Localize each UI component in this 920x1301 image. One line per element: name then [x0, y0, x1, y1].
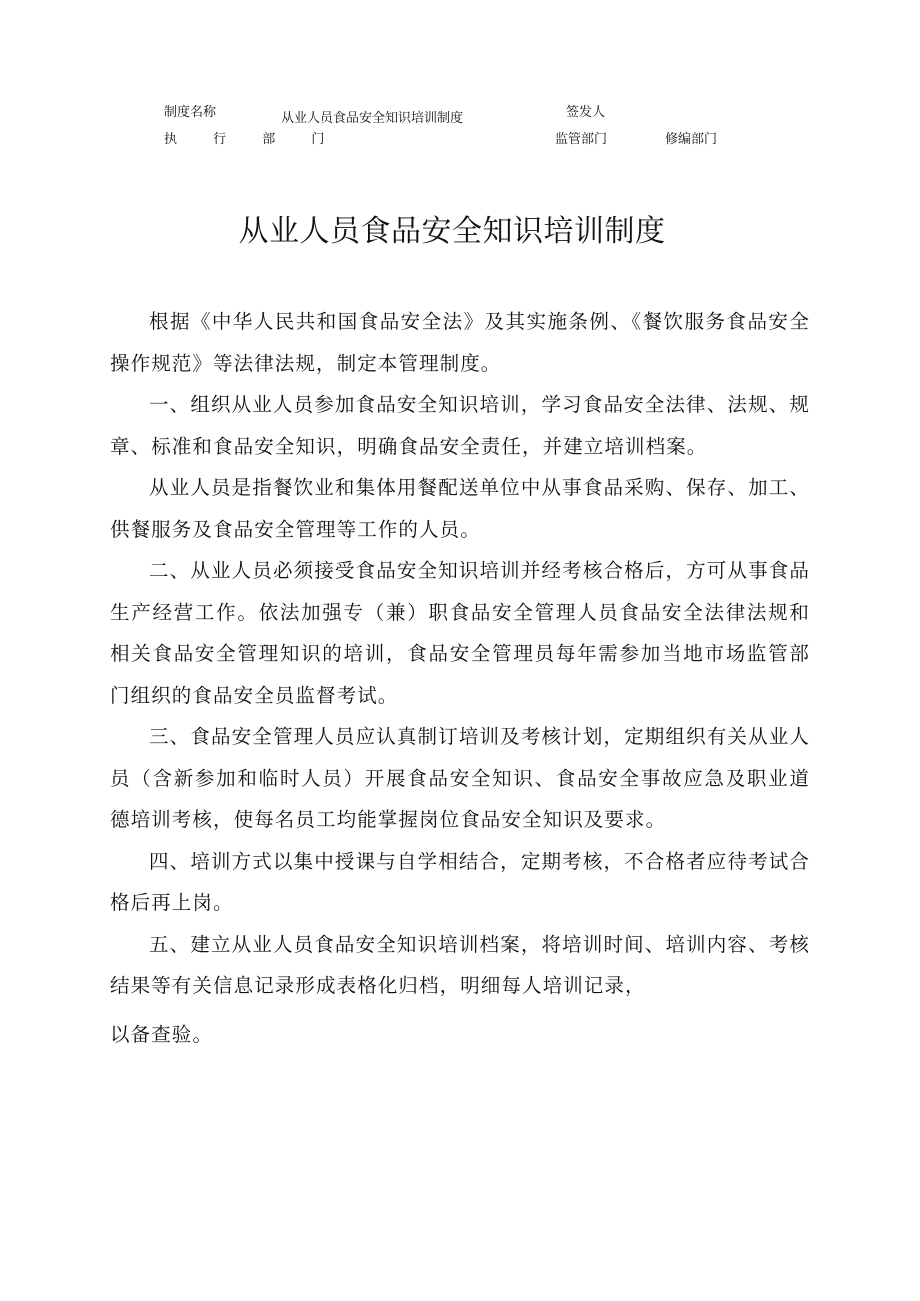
executing-department-label: 执 行 部 门 [164, 132, 341, 147]
document-body [110, 301, 810, 1055]
revising-department-label: 修编部门 [665, 132, 718, 147]
paragraph-item-4: 四、培训方式以集中授课与自学相结合，定期考核，不合格者应待考试合格后再上岗。 [110, 849, 810, 914]
supervising-department-label: 监管部门 [555, 132, 608, 147]
paragraph-intro: 根据《中华人民共和国食品安全法》及其实施条例、《餐饮服务食品安全操作规范》等法律法规，制定本管理制度。 [110, 310, 810, 375]
paragraph-item-1: 一、组织从业人员参加食品安全知识培训，学习食品安全法律、法规、规章、标准和食品安全知识，明确食品安全责任，并建立培训档案。 [110, 393, 810, 458]
paragraph-item-3: 三、食品安全管理人员应认真制订培训及考核计划，定期组织有关从业人员（含新参加和临时人员）开展食品安全知识、食品安全事故应急及职业道德培训考核，使每名员工均能掌握岗位食品安全知识及要求。 [110, 725, 810, 831]
paragraph-item-2: 二、从业人员必须接受食品安全知识培训并经考核合格后，方可从事食品生产经营工作。依法加强专（兼）职食品安全管理人员食品安全法律法规和相关食品安全管理知识的培训，食品安全管理员每年需参加当地市场监管部门组织的食品安全员监督考试。 [110, 559, 810, 707]
paragraph-item-5: 五、建立从业人员食品安全知识培训档案，将培训时间、培训内容、考核结果等有关信息记录形成表格化归档，明细每人培训记录， [110, 932, 810, 997]
document-title: 从业人员食品安全知识培训制度 [238, 214, 666, 249]
system-name-label: 制度名称 [164, 105, 217, 120]
paragraph-definition: 从业人员是指餐饮业和集体用餐配送单位中从事食品采购、保存、加工、供餐服务及食品安全管理等工作的人员。 [110, 476, 810, 541]
system-name-value: 从业人员食品安全知识培训制度 [281, 111, 464, 126]
paragraph-closing: 以备查验。 [110, 1022, 214, 1046]
issuer-label: 签发人 [566, 105, 606, 120]
